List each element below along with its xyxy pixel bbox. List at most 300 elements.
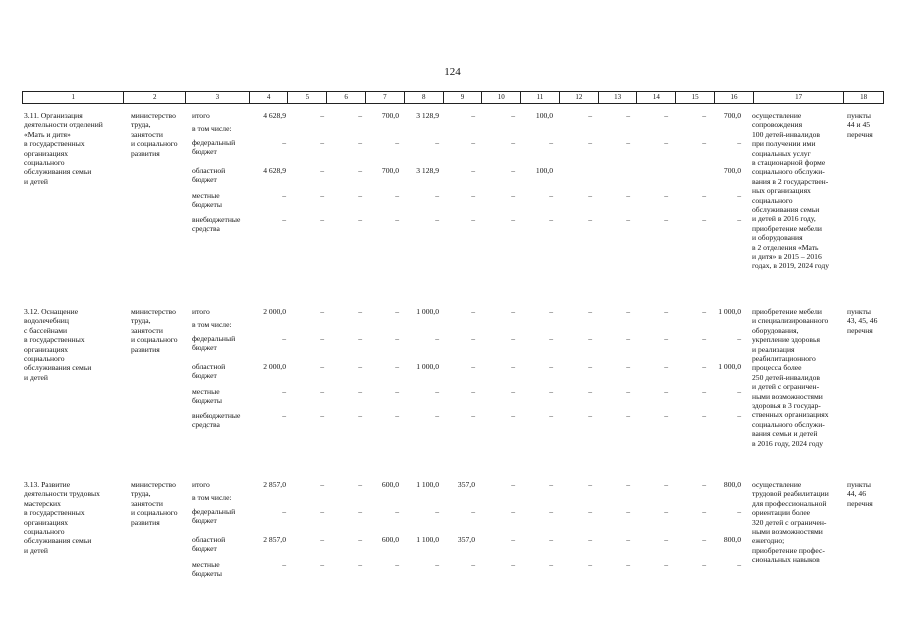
executor-line: и социального bbox=[131, 139, 178, 149]
funding-value: – bbox=[282, 387, 286, 396]
measure-name-line: организациях bbox=[24, 517, 68, 527]
funding-source-label: бюджет bbox=[192, 147, 217, 157]
executor-line: занятости bbox=[131, 129, 163, 139]
result-line: 100 детей-инвалидов bbox=[752, 129, 820, 139]
funding-value: – bbox=[320, 411, 324, 420]
funding-source-label: бюджет bbox=[192, 371, 217, 381]
funding-value: – bbox=[282, 411, 286, 420]
funding-value: – bbox=[320, 362, 324, 371]
funding-value: – bbox=[320, 535, 324, 544]
funding-value: 1 100,0 bbox=[416, 535, 439, 544]
funding-value: – bbox=[282, 334, 286, 343]
result-line: социальных услуг bbox=[752, 148, 811, 158]
result-line: для профессиональной bbox=[752, 498, 827, 508]
header-col-5: 5 bbox=[288, 92, 327, 103]
executor-line: труда, bbox=[131, 316, 151, 326]
funding-value: – bbox=[549, 334, 553, 343]
funding-source-label: в том числе: bbox=[192, 320, 232, 329]
funding-value: – bbox=[435, 411, 439, 420]
funding-value: – bbox=[435, 387, 439, 396]
funding-value: – bbox=[395, 387, 399, 396]
funding-value: – bbox=[702, 191, 706, 200]
result-line: трудовой реабилитации bbox=[752, 489, 829, 499]
funding-value: – bbox=[282, 215, 286, 224]
funding-value: – bbox=[511, 138, 515, 147]
measure-name-line: обслуживания семьи bbox=[24, 167, 92, 177]
funding-value: – bbox=[588, 535, 592, 544]
funding-value: – bbox=[395, 138, 399, 147]
funding-value: – bbox=[320, 166, 324, 175]
result-line: сиональных навыков bbox=[752, 555, 820, 565]
funding-value: – bbox=[511, 307, 515, 316]
header-col-13: 13 bbox=[599, 92, 638, 103]
result-line: социального обслужи- bbox=[752, 167, 825, 177]
header-col-12: 12 bbox=[560, 92, 599, 103]
funding-value: – bbox=[588, 307, 592, 316]
points-line: пункты bbox=[847, 111, 871, 120]
result-line: вания в 2 государствен- bbox=[752, 176, 829, 186]
funding-value: 4 628,9 bbox=[263, 166, 286, 175]
points-line: 43, 45, 46 bbox=[847, 316, 878, 326]
funding-value: 357,0 bbox=[457, 480, 475, 489]
result-line: и реализация bbox=[752, 344, 795, 354]
funding-value: – bbox=[395, 215, 399, 224]
result-line: ориентации более bbox=[752, 508, 811, 518]
funding-value: – bbox=[702, 507, 706, 516]
funding-value: 700,0 bbox=[381, 166, 399, 175]
funding-value: 1 000,0 bbox=[416, 362, 439, 371]
funding-value: – bbox=[511, 411, 515, 420]
executor-line: и социального bbox=[131, 335, 178, 345]
funding-value: – bbox=[702, 411, 706, 420]
funding-value: – bbox=[471, 411, 475, 420]
funding-value: – bbox=[664, 560, 668, 569]
result-line: и специализированного bbox=[752, 316, 829, 326]
measure-name-line: деятельности трудовых bbox=[24, 489, 100, 499]
measure-name-line: социального bbox=[24, 354, 65, 363]
funding-source-label: областной bbox=[192, 166, 226, 175]
result-line: ежегодно; bbox=[752, 536, 785, 546]
funding-value: – bbox=[702, 362, 706, 371]
funding-value: – bbox=[588, 334, 592, 343]
measure-name-line: социального bbox=[24, 527, 65, 536]
funding-value: – bbox=[702, 535, 706, 544]
funding-value: – bbox=[588, 507, 592, 516]
result-line: в стационарной форме bbox=[752, 158, 826, 167]
result-line: ственных организациях bbox=[752, 410, 829, 420]
result-line: 250 детей-инвалидов bbox=[752, 372, 820, 382]
funding-value: – bbox=[511, 334, 515, 343]
funding-value: – bbox=[664, 362, 668, 371]
funding-value: – bbox=[435, 334, 439, 343]
funding-value: – bbox=[358, 411, 362, 420]
funding-value: – bbox=[702, 215, 706, 224]
executor-line: труда, bbox=[131, 120, 151, 130]
funding-value: – bbox=[626, 411, 630, 420]
funding-source-label: внебюджетные bbox=[192, 215, 241, 224]
funding-source-label: бюджет bbox=[192, 343, 217, 353]
header-col-1: 1 bbox=[23, 92, 124, 103]
funding-value: – bbox=[626, 480, 630, 489]
result-line: социального bbox=[752, 195, 793, 205]
measure-name-line: 3.13. Развитие bbox=[24, 480, 71, 489]
funding-value: – bbox=[588, 411, 592, 420]
funding-value: 600,0 bbox=[381, 480, 399, 489]
funding-value: – bbox=[664, 480, 668, 489]
funding-value: – bbox=[471, 138, 475, 147]
funding-value: 800,0 bbox=[723, 535, 741, 544]
measure-name-line: «Мать и дитя» bbox=[24, 129, 71, 139]
funding-source-label: бюджеты bbox=[192, 569, 222, 579]
result-line: и оборудования bbox=[752, 233, 803, 243]
points-line: 44, 46 bbox=[847, 489, 866, 499]
funding-value: – bbox=[664, 411, 668, 420]
funding-value: – bbox=[395, 362, 399, 371]
header-col-4: 4 bbox=[250, 92, 289, 103]
funding-value: 700,0 bbox=[381, 111, 399, 120]
funding-value: – bbox=[358, 507, 362, 516]
funding-value: – bbox=[395, 191, 399, 200]
executor-line: развития bbox=[131, 148, 160, 158]
funding-value: – bbox=[358, 535, 362, 544]
funding-value: – bbox=[737, 560, 741, 569]
measure-name-line: мастерских bbox=[24, 498, 61, 508]
funding-value: 1 100,0 bbox=[416, 480, 439, 489]
funding-source-label: областной bbox=[192, 362, 226, 371]
funding-value: – bbox=[395, 411, 399, 420]
result-line: годах, в 2019, 2024 году bbox=[752, 261, 830, 271]
result-line: ными возможностями bbox=[752, 391, 823, 401]
funding-value: – bbox=[320, 138, 324, 147]
funding-value: – bbox=[435, 215, 439, 224]
funding-value: – bbox=[358, 560, 362, 569]
result-line: и детей с ограничен- bbox=[752, 382, 820, 392]
executor-line: министерство bbox=[131, 111, 176, 120]
result-line: сопровождения bbox=[752, 120, 803, 130]
funding-value: – bbox=[358, 362, 362, 371]
funding-value: – bbox=[664, 507, 668, 516]
header-col-15: 15 bbox=[676, 92, 715, 103]
result-line: социального обслужи- bbox=[752, 419, 825, 429]
funding-value: – bbox=[511, 560, 515, 569]
header-col-2: 2 bbox=[124, 92, 186, 103]
funding-value: – bbox=[664, 535, 668, 544]
funding-value: – bbox=[737, 215, 741, 224]
header-col-16: 16 bbox=[715, 92, 754, 103]
funding-value: – bbox=[549, 560, 553, 569]
funding-value: 100,0 bbox=[535, 166, 553, 175]
result-line: 320 детей с ограничен- bbox=[752, 517, 827, 527]
funding-value: – bbox=[320, 560, 324, 569]
executor-line: и социального bbox=[131, 508, 178, 518]
funding-value: 700,0 bbox=[723, 111, 741, 120]
header-col-17: 17 bbox=[754, 92, 844, 103]
points-line: пункты bbox=[847, 307, 871, 316]
funding-value: – bbox=[511, 362, 515, 371]
measure-name-line: социального bbox=[24, 158, 65, 167]
header-col-6: 6 bbox=[327, 92, 366, 103]
funding-value: – bbox=[358, 480, 362, 489]
result-line: ными возможностями bbox=[752, 527, 823, 536]
table-header-row bbox=[22, 91, 884, 104]
funding-value: – bbox=[588, 191, 592, 200]
funding-value: – bbox=[737, 191, 741, 200]
funding-value: – bbox=[626, 215, 630, 224]
funding-value: – bbox=[511, 111, 515, 120]
funding-value: – bbox=[626, 307, 630, 316]
funding-source-label: итого bbox=[192, 307, 210, 316]
funding-value: – bbox=[471, 507, 475, 516]
result-line: здоровья в 3 государ- bbox=[752, 401, 821, 410]
funding-value: – bbox=[435, 560, 439, 569]
funding-value: – bbox=[358, 334, 362, 343]
result-line: реабилитационного bbox=[752, 354, 816, 363]
funding-value: – bbox=[358, 191, 362, 200]
funding-value: – bbox=[549, 387, 553, 396]
funding-value: – bbox=[588, 560, 592, 569]
funding-source-label: бюджет bbox=[192, 175, 217, 185]
funding-value: – bbox=[626, 191, 630, 200]
points-line: пункты bbox=[847, 480, 871, 489]
funding-value: – bbox=[511, 191, 515, 200]
funding-value: – bbox=[588, 480, 592, 489]
funding-value: – bbox=[471, 111, 475, 120]
funding-value: – bbox=[626, 138, 630, 147]
funding-value: – bbox=[626, 535, 630, 544]
executor-line: занятости bbox=[131, 325, 163, 335]
result-line: в 2016 году, 2024 году bbox=[752, 438, 824, 448]
funding-source-label: в том числе: bbox=[192, 493, 232, 502]
header-col-18: 18 bbox=[860, 93, 868, 101]
result-line: приобретение мебели bbox=[752, 223, 823, 233]
funding-value: – bbox=[588, 111, 592, 120]
funding-value: – bbox=[737, 387, 741, 396]
funding-value: – bbox=[626, 362, 630, 371]
funding-value: – bbox=[282, 191, 286, 200]
funding-source-label: федеральный bbox=[192, 507, 236, 516]
funding-source-label: в том числе: bbox=[192, 124, 232, 133]
funding-value: – bbox=[320, 480, 324, 489]
funding-source-label: средства bbox=[192, 420, 220, 430]
funding-value: – bbox=[702, 560, 706, 569]
funding-source-label: областной bbox=[192, 535, 226, 544]
result-line: в 2 отделения «Мать bbox=[752, 242, 819, 252]
funding-source-label: средства bbox=[192, 224, 220, 234]
funding-value: – bbox=[588, 215, 592, 224]
funding-value: – bbox=[626, 560, 630, 569]
funding-value: – bbox=[358, 138, 362, 147]
funding-source-label: бюджет bbox=[192, 516, 217, 526]
funding-source-label: федеральный bbox=[192, 334, 236, 343]
funding-value: – bbox=[471, 166, 475, 175]
header-col-10: 10 bbox=[482, 92, 521, 103]
measure-name-line: 3.11. Организация bbox=[24, 111, 83, 120]
funding-value: – bbox=[358, 215, 362, 224]
funding-value: – bbox=[737, 411, 741, 420]
funding-value: – bbox=[511, 480, 515, 489]
funding-source-label: местные bbox=[192, 560, 220, 569]
header-col-8: 8 bbox=[405, 92, 444, 103]
funding-value: – bbox=[626, 387, 630, 396]
funding-value: – bbox=[702, 111, 706, 120]
executor-line: развития bbox=[131, 517, 160, 527]
funding-value: – bbox=[549, 480, 553, 489]
measure-name-line: в государственных bbox=[24, 508, 85, 518]
header-col-9: 9 bbox=[444, 92, 483, 103]
funding-value: – bbox=[320, 387, 324, 396]
funding-value: – bbox=[471, 362, 475, 371]
funding-value: – bbox=[320, 307, 324, 316]
funding-value: – bbox=[549, 307, 553, 316]
measure-name-line: в государственных bbox=[24, 335, 85, 345]
funding-value: – bbox=[358, 166, 362, 175]
header-col-11: 11 bbox=[521, 92, 560, 103]
funding-value: – bbox=[664, 307, 668, 316]
points-line: 44 и 45 bbox=[847, 120, 871, 130]
funding-value: – bbox=[435, 191, 439, 200]
result-line: процесса более bbox=[752, 363, 802, 373]
funding-value: – bbox=[471, 191, 475, 200]
funding-value: – bbox=[471, 215, 475, 224]
funding-value: – bbox=[549, 191, 553, 200]
funding-value: – bbox=[737, 334, 741, 343]
funding-source-label: федеральный bbox=[192, 138, 236, 147]
funding-value: – bbox=[664, 215, 668, 224]
funding-source-label: внебюджетные bbox=[192, 411, 241, 420]
funding-value: – bbox=[511, 535, 515, 544]
measure-name-line: в государственных bbox=[24, 139, 85, 149]
funding-source-label: итого bbox=[192, 480, 210, 489]
funding-value: 1 000,0 bbox=[718, 362, 741, 371]
funding-value: – bbox=[471, 334, 475, 343]
points-line: перечня bbox=[847, 129, 873, 139]
funding-value: – bbox=[549, 138, 553, 147]
funding-value: 3 128,9 bbox=[416, 166, 439, 175]
executor-line: занятости bbox=[131, 498, 163, 508]
funding-value: – bbox=[737, 138, 741, 147]
funding-value: 3 128,9 bbox=[416, 111, 439, 120]
funding-value: 700,0 bbox=[723, 166, 741, 175]
measure-name-line: организациях bbox=[24, 344, 68, 354]
result-line: вания семьи и детей bbox=[752, 429, 818, 439]
header-col-14: 14 bbox=[637, 92, 676, 103]
funding-value: – bbox=[626, 507, 630, 516]
result-line: осуществление bbox=[752, 111, 802, 120]
funding-value: – bbox=[358, 387, 362, 396]
funding-value: – bbox=[320, 215, 324, 224]
executor-line: труда, bbox=[131, 489, 151, 499]
funding-value: – bbox=[511, 166, 515, 175]
funding-value: – bbox=[702, 334, 706, 343]
funding-source-label: итого bbox=[192, 111, 210, 120]
funding-value: – bbox=[395, 507, 399, 516]
header-col-7: 7 bbox=[366, 92, 405, 103]
funding-value: 4 628,9 bbox=[263, 111, 286, 120]
funding-value: – bbox=[358, 111, 362, 120]
funding-value: – bbox=[737, 507, 741, 516]
funding-value: 1 000,0 bbox=[416, 307, 439, 316]
funding-value: – bbox=[664, 387, 668, 396]
measure-name-line: деятельности отделений bbox=[24, 120, 103, 130]
funding-value: – bbox=[702, 387, 706, 396]
funding-value: – bbox=[549, 215, 553, 224]
funding-value: 2 000,0 bbox=[263, 307, 286, 316]
funding-value: 2 857,0 bbox=[263, 535, 286, 544]
funding-value: – bbox=[626, 334, 630, 343]
page-number: 124 bbox=[444, 66, 461, 78]
funding-value: 357,0 bbox=[457, 535, 475, 544]
funding-value: 600,0 bbox=[381, 535, 399, 544]
funding-value: – bbox=[435, 138, 439, 147]
funding-value: – bbox=[511, 507, 515, 516]
funding-source-label: местные bbox=[192, 387, 220, 396]
funding-value: – bbox=[395, 334, 399, 343]
points-line: перечня bbox=[847, 325, 873, 335]
funding-value: – bbox=[702, 138, 706, 147]
funding-value: – bbox=[664, 111, 668, 120]
funding-source-label: бюджеты bbox=[192, 200, 222, 210]
measure-name-line: с бассейнами bbox=[24, 325, 68, 335]
funding-value: – bbox=[471, 560, 475, 569]
funding-value: – bbox=[282, 138, 286, 147]
executor-line: министерство bbox=[131, 307, 176, 316]
funding-source-label: бюджет bbox=[192, 544, 217, 554]
result-line: и дитя» в 2015 – 2016 bbox=[752, 252, 822, 261]
measure-name-line: и детей bbox=[24, 372, 48, 382]
funding-value: – bbox=[511, 387, 515, 396]
funding-value: – bbox=[320, 334, 324, 343]
measure-name-line: обслуживания семьи bbox=[24, 363, 92, 373]
funding-value: – bbox=[549, 535, 553, 544]
result-line: оборудования, bbox=[752, 325, 799, 335]
funding-value: – bbox=[664, 334, 668, 343]
funding-value: – bbox=[664, 138, 668, 147]
funding-value: – bbox=[471, 307, 475, 316]
funding-value: – bbox=[282, 560, 286, 569]
funding-value: – bbox=[588, 387, 592, 396]
funding-value: – bbox=[588, 138, 592, 147]
funding-value: – bbox=[320, 111, 324, 120]
funding-value: – bbox=[549, 507, 553, 516]
measure-name-line: 3.12. Оснащение bbox=[24, 307, 79, 316]
funding-value: – bbox=[282, 507, 286, 516]
funding-value: 1 000,0 bbox=[718, 307, 741, 316]
executor-line: министерство bbox=[131, 480, 176, 489]
result-line: укрепление здоровья bbox=[752, 335, 820, 345]
funding-value: – bbox=[702, 307, 706, 316]
measure-name-line: обслуживания семьи bbox=[24, 536, 92, 546]
funding-value: – bbox=[320, 507, 324, 516]
funding-value: – bbox=[320, 191, 324, 200]
result-line: и детей в 2016 году, bbox=[752, 214, 816, 224]
points-line: перечня bbox=[847, 498, 873, 508]
funding-value: – bbox=[511, 215, 515, 224]
result-line: осуществление bbox=[752, 480, 802, 489]
executor-line: развития bbox=[131, 344, 160, 354]
measure-name-line: водолечебниц bbox=[24, 316, 69, 326]
result-line: приобретение мебели bbox=[752, 307, 823, 316]
measure-name-line: и детей bbox=[24, 176, 48, 186]
funding-value: – bbox=[588, 362, 592, 371]
funding-value: – bbox=[395, 307, 399, 316]
funding-value: 100,0 bbox=[535, 111, 553, 120]
funding-value: 2 857,0 bbox=[263, 480, 286, 489]
header-col-3: 3 bbox=[186, 92, 250, 103]
result-line: ных организациях bbox=[752, 186, 811, 196]
funding-value: – bbox=[395, 560, 399, 569]
measure-name-line: организациях bbox=[24, 148, 68, 158]
funding-source-label: местные bbox=[192, 191, 220, 200]
